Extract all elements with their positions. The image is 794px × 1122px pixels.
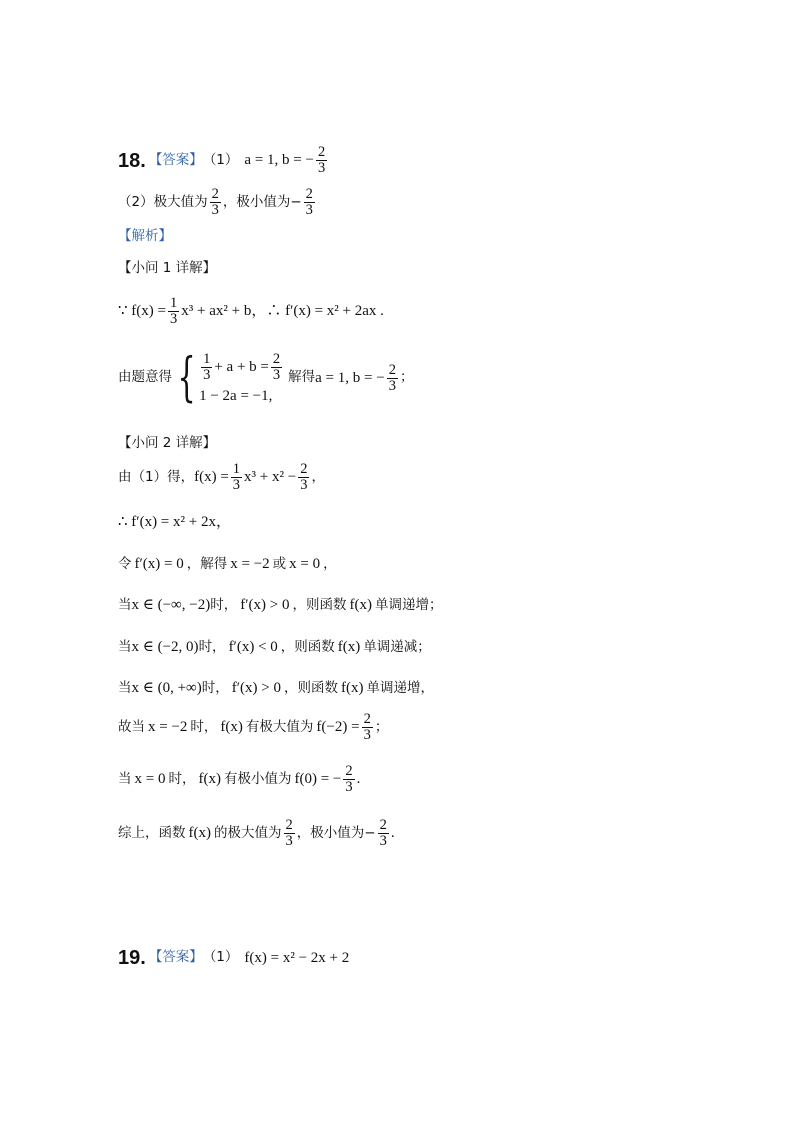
part-label: （1）: [202, 151, 239, 168]
fraction: $\frac{1}{3}$: [170, 295, 178, 328]
fraction: $\frac{2}{3}$: [317, 144, 326, 177]
system-row-1: $\frac{1}{3}$ + a + b = $\frac{2}{3}$: [203, 351, 281, 384]
fraction: $\frac{1}{3}$: [232, 461, 241, 494]
because-expression: ∵ f(x) =: [118, 303, 166, 320]
let-line: 令 f′(x) = 0 ，解得 x = −2 或 x = 0 ，: [118, 555, 337, 572]
answer-tag: 【答案】: [148, 151, 203, 168]
q19-answer-line: [118, 948, 349, 968]
question-number: 18.: [118, 149, 146, 172]
analysis-tag: 【解析】: [118, 228, 172, 244]
summary-line: 综上，函数 f(x) 的极大值为 $\frac{2}{3}$ ，极小值为− $\frac{2}{3}$ .: [118, 817, 395, 850]
fraction: $\frac{2}{3}$: [305, 186, 313, 219]
fraction: $\frac{2}{3}$: [388, 361, 396, 394]
because-tail: x³ + ax² + b，∴ f′(x) = x² + 2ax .: [181, 303, 384, 320]
interval-line-3: 当 x ∈ (0, +∞) 时， f′(x) > 0 ，则函数 f(x) 单调递增，: [118, 679, 434, 696]
fraction: $\frac{1}{3}$: [203, 351, 211, 384]
max-line: 故当 x = −2 时， f(x) 有极大值为 f(−2) = $\frac{2}{3}$ ；: [118, 711, 389, 744]
q18-part2-line: [118, 187, 317, 218]
fraction: $\frac{2}{3}$: [300, 461, 308, 494]
fraction: $\frac{2}{3}$: [379, 817, 387, 850]
min-line: 当 x = 0 时， f(x) 有极小值为 f(0) = − $\frac{2}{3}$ .: [118, 763, 361, 796]
interval-line-1: 当 x ∈ (−∞, −2) 时， f′(x) > 0 ，则函数 f(x) 单调递增；: [118, 596, 443, 613]
system-intro: 由题意得: [118, 369, 172, 386]
system-row-2: 1 − 2a = −1,: [199, 388, 273, 405]
from1-line: 由（1）得， f(x) = $\frac{1}{3}$ x³ + x² − $\frac{2}{3}$ ，: [118, 461, 325, 494]
part-label: （1）: [202, 949, 239, 966]
system-line: 由题意得 { $\frac{1}{3}$ + a + b = $\frac{2}{3}$ 1 − 2a = −1, 解得 a = 1, b = − $\frac{2}{3}$ ；: [118, 348, 414, 409]
fraction: $\frac{2}{3}$: [211, 186, 219, 219]
part2-text: （2）极大值为: [118, 193, 208, 210]
equation-system: [172, 348, 284, 409]
fraction: $\frac{2}{3}$: [363, 711, 371, 744]
part2-text-mid: ，极小值为−: [222, 193, 302, 210]
brace-icon: {: [177, 348, 196, 409]
sub2-title: 【小问 2 详解】: [118, 435, 217, 451]
answer-expression: a = 1, b = −: [244, 152, 314, 169]
derivative-line: ∴ f′(x) = x² + 2x，: [118, 514, 231, 530]
answer-expression: f(x) = x² − 2x + 2: [244, 949, 350, 966]
because-line: [118, 296, 384, 327]
q18-answer-line: [118, 145, 329, 176]
question-number: 19.: [118, 947, 146, 969]
answer-tag: 【答案】: [148, 949, 203, 966]
fraction: $\frac{2}{3}$: [345, 763, 353, 796]
solve-expression: a = 1, b = −: [315, 369, 385, 386]
sub1-title: 【小问 1 详解】: [118, 260, 217, 276]
fraction: $\frac{2}{3}$: [285, 817, 293, 850]
solve-text: 解得: [288, 369, 316, 386]
fraction: $\frac{2}{3}$: [272, 351, 281, 384]
interval-line-2: 当 x ∈ (−2, 0) 时， f′(x) < 0 ，则函数 f(x) 单调递减；: [118, 638, 431, 655]
